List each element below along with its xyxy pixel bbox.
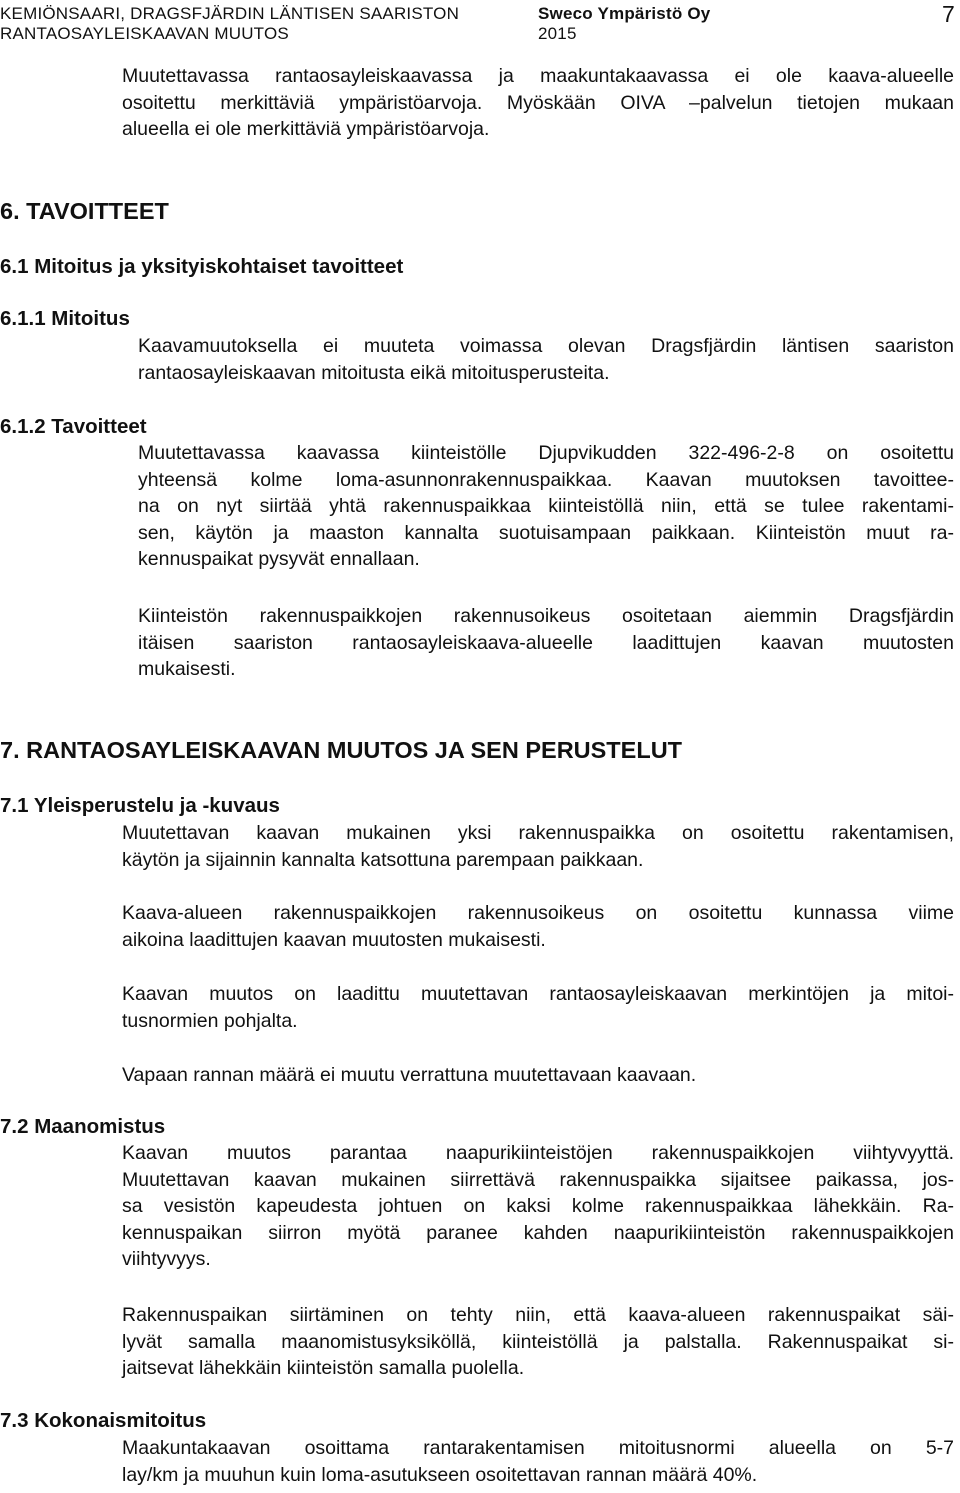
text-line: Muutettavassa rantaosayleiskaavassa ja maakuntakaavassa ei ole kaava-alueelle	[122, 65, 954, 87]
text-line: lyvät samalla maanomistusyksiköllä, kiinteistöllä ja palstalla. Rakennuspaikat si-	[122, 1330, 954, 1353]
header-company: Sweco Ympäristö Oy	[538, 4, 711, 23]
paragraph-7-1-b	[122, 900, 954, 953]
paragraph-7-1-c	[122, 981, 954, 1034]
intro-paragraph	[122, 63, 954, 143]
text-line: Muutettavassa kaavassa kiinteistölle Djupvikudden 322-496-2-8 on osoitettu	[138, 442, 954, 464]
paragraph-7-1-d	[122, 1062, 954, 1089]
paragraph-6-1-2-a	[138, 440, 954, 573]
text-line: sen, käytön ja maaston kannalta suotuisampaan paikkaan. Kiinteistön muut ra-	[138, 521, 954, 544]
text-line: rantaosayleiskaavan mitoitusta eikä mitoitusperusteita.	[138, 361, 610, 384]
header-title-line2: RANTAOSAYLEISKAAVAN MUUTOS	[0, 24, 289, 43]
text-line: Kiinteistön rakennuspaikkojen rakennusoikeus osoitetaan aiemmin Dragsfjärdin	[138, 605, 954, 627]
subsection-heading-7-3: 7.3 Kokonaismitoitus	[0, 1409, 207, 1432]
text-line: Rakennuspaikan siirtäminen on tehty niin, että kaava-alueen rakennuspaikat säi-	[122, 1304, 954, 1326]
section-heading-6: 6. TAVOITTEET	[0, 198, 169, 224]
text-line: lay/km ja muuhun kuin loma-asutukseen osoitettavan rannan määrä 40%.	[122, 1463, 758, 1486]
paragraph-7-3	[122, 1435, 954, 1488]
subsection-heading-6-1-2: 6.1.2 Tavoitteet	[0, 415, 147, 438]
text-line: jaitsevat lähekkäin kiinteistön samalla puolella.	[122, 1357, 525, 1379]
text-line: Kaavan muutos on laadittu muutettavan rantaosayleiskaavan merkintöjen ja mitoi-	[122, 983, 954, 1005]
text-line: Kaava-alueen rakennuspaikkojen rakennusoikeus on osoitettu kunnassa viime	[122, 902, 954, 924]
text-line: Maakuntakaavan osoittama rantarakentamisen mitoitusnormi alueella on 5-7	[122, 1437, 954, 1459]
text-line: alueella ei ole merkittäviä ympäristöarvoja.	[122, 118, 490, 140]
text-line: käytön ja sijainnin kannalta katsottuna parempaan paikkaan.	[122, 848, 644, 871]
paragraph-6-1-2-b	[138, 603, 954, 683]
text-line: aikoina laadittujen kaavan muutosten mukaisesti.	[122, 928, 546, 951]
text-line: Muutettavan kaavan mukainen siirrettävä rakennuspaikka sijaitsee paikassa, jos-	[122, 1168, 954, 1191]
paragraph-6-1-1	[138, 333, 954, 386]
paragraph-7-2-a	[122, 1140, 954, 1273]
text-line: Vapaan rannan määrä ei muutu verrattuna muutettavaan kaavaan.	[122, 1064, 697, 1086]
text-line: na on nyt siirtää yhtä rakennuspaikkaa kiinteistöllä niin, että se tulee rakentami-	[138, 495, 954, 517]
text-line: mukaisesti.	[138, 658, 236, 680]
text-line: sa vesistön kapeudesta johtuen on kaksi kolme rakennuspaikkaa lähekkäin. Ra-	[122, 1195, 954, 1217]
subsection-heading-6-1: 6.1 Mitoitus ja yksityiskohtaiset tavoitteet	[0, 255, 404, 278]
paragraph-7-2-b	[122, 1302, 954, 1382]
text-line: itäisen saariston rantaosayleiskaava-alueelle laadittujen kaavan muutosten	[138, 631, 954, 654]
text-line: Muutettavan kaavan mukainen yksi rakennuspaikka on osoitettu rakentamisen,	[122, 822, 954, 844]
subsection-heading-6-1-1: 6.1.1 Mitoitus	[0, 307, 130, 330]
text-line: kennuspaikat pysyvät ennallaan.	[138, 548, 420, 570]
paragraph-7-1-a	[122, 820, 954, 873]
text-line: kennuspaikan siirron myötä paranee kahden naapurikiinteistön rakennuspaikkojen	[122, 1221, 954, 1244]
header-year: 2015	[538, 24, 577, 43]
section-heading-7: 7. RANTAOSAYLEISKAAVAN MUUTOS JA SEN PERUSTELUT	[0, 737, 683, 763]
subsection-heading-7-2: 7.2 Maanomistus	[0, 1115, 166, 1138]
text-line: tusnormien pohjalta.	[122, 1009, 298, 1032]
text-line: osoitettu merkittäviä ympäristöarvoja. Myöskään OIVA –palvelun tietojen mukaan	[122, 91, 954, 114]
text-line: Kaavamuutoksella ei muuteta voimassa olevan Dragsfjärdin läntisen saariston	[138, 335, 954, 357]
text-line: viihtyvyys.	[122, 1248, 211, 1270]
page-number: 7	[942, 1, 955, 27]
header-title-line1: KEMIÖNSAARI, DRAGSFJÄRDIN LÄNTISEN SAARISTON	[0, 4, 460, 23]
text-line: yhteensä kolme loma-asunnonrakennuspaikkaa. Kaavan muutoksen tavoittee-	[138, 468, 954, 491]
text-line: Kaavan muutos parantaa naapurikiinteistöjen rakennuspaikkojen viihtyvyyttä.	[122, 1142, 954, 1164]
subsection-heading-7-1: 7.1 Yleisperustelu ja -kuvaus	[0, 794, 280, 817]
